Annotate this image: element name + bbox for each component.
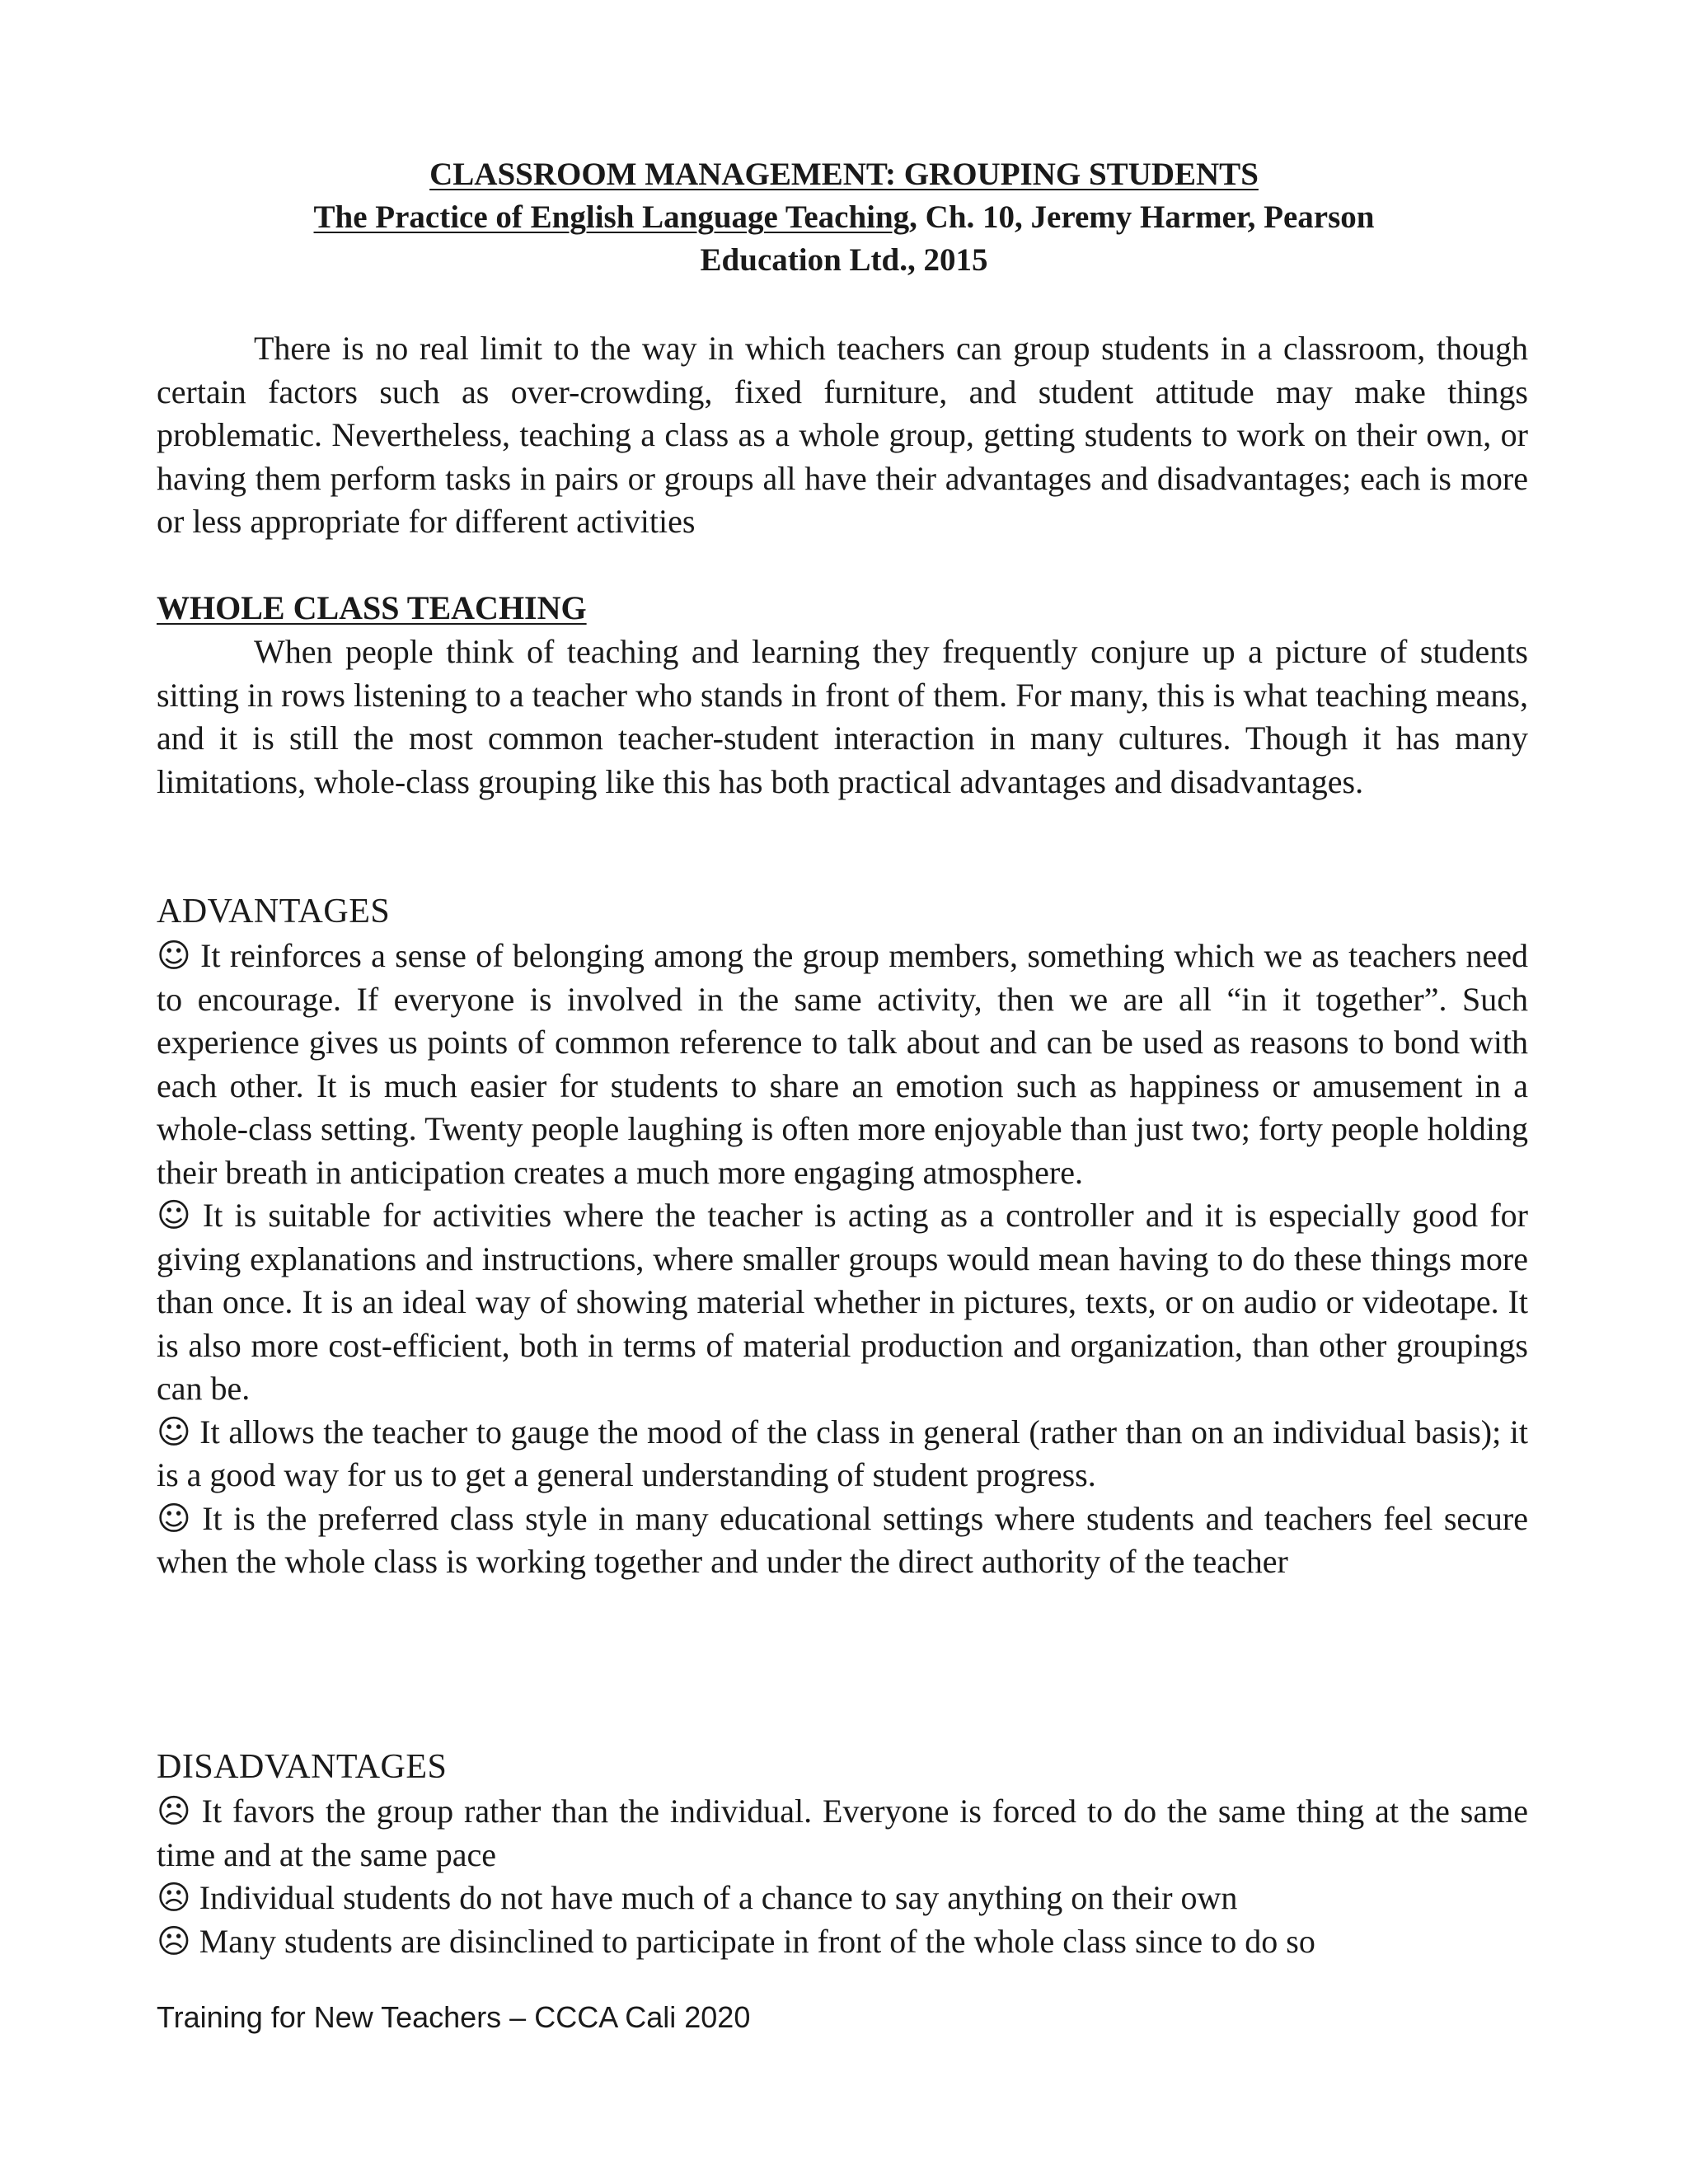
list-item [157,1194,1528,1411]
smiley-icon: ☺ [157,1413,191,1451]
list-item [157,935,1528,1194]
advantages-heading: ADVANTAGES [157,893,391,930]
list-item [157,1877,1528,1920]
page-footer: Training for New Teachers – CCCA Cali 2020 [157,2000,751,2034]
intro-paragraph: There is no real limit to the way in which teachers can group students in a classroom, though certain factors such as over-crowding, fixed furniture, and student attitude may make things problematic. Nevertheless, teaching a class as a whole group, getting students to work on their own, or having them perform tasks in pairs or groups all have their advantages and disadvantages; each is more or less appropriate for different activities [157,330,1528,540]
disadvantages-heading: DISADVANTAGES [157,1748,448,1786]
title-block [157,153,1531,282]
document-title: CLASSROOM MANAGEMENT: GROUPING STUDENTS [429,157,1259,192]
smiley-icon: ☺ [157,1197,191,1235]
advantage-text: It reinforces a sense of belonging among the group members, something which we as teachers need to encourage. If everyone is involved in the same activity, then we are all “in it together”. Such experience gives us points of common reference to talk about and can be used as reasons to bond with each other. It is much easier for students to share an emotion such as happiness or amusement in a whole-class setting. Twenty people laughing is often more enjoyable than just two; forty people holding their breath in anticipation creates a much more engaging atmosphere. [157,937,1528,1191]
advantage-text: It allows the teacher to gauge the mood of the class in general (rather than on an individual basis); it is a good way for us to get a general understanding of student progress. [157,1413,1529,1493]
source-citation-rest: , Ch. 10, Jeremy Harmer, Pearson [909,199,1375,235]
disadvantage-text: Individual students do not have much of a chance to say anything on their own [199,1879,1238,1916]
disadvantages-list [157,1790,1528,1963]
whole-class-section [157,630,1528,804]
advantages-list [157,935,1528,1584]
intro-section [157,327,1528,544]
list-item [157,1790,1528,1877]
source-book-title: The Practice of English Language Teaching [313,199,910,235]
frown-icon: ☹ [157,1793,191,1830]
frown-icon: ☹ [157,1879,191,1917]
source-citation-line1 [157,196,1531,239]
whole-class-heading: WHOLE CLASS TEACHING [157,589,587,626]
source-citation-line2: Education Ltd., 2015 [700,242,988,278]
smiley-icon: ☺ [157,1499,191,1538]
disadvantage-text: Many students are disinclined to participate in front of the whole class since to do so [199,1922,1315,1960]
list-item [157,1411,1528,1497]
smiley-icon: ☺ [157,937,191,975]
list-item [157,1497,1528,1584]
list-item [157,1920,1528,1964]
advantage-text: It is suitable for activities where the teacher is acting as a controller and it is especially good for giving explanations and instructions, where smaller groups would mean having to do these things more than once. It is an ideal way of showing material whether in pictures, texts, or on audio or videotape. It is also more cost-efficient, both in terms of material production and organization, than other groupings can be. [157,1197,1528,1407]
advantage-text: It is the preferred class style in many educational settings where students and teachers feel secure when the whole class is working together and under the direct authority of the teacher [157,1499,1528,1580]
disadvantage-text: It favors the group rather than the individual. Everyone is forced to do the same thing at the same time and at the same pace [157,1793,1528,1873]
whole-class-paragraph: When people think of teaching and learning they frequently conjure up a picture of students sitting in rows listening to a teacher who stands in front of them. For many, this is what teaching means, and it is still the most common teacher-student interaction in many cultures. Though it has many limitations, whole-class grouping like this has both practical advantages and disadvantages. [157,633,1528,800]
frown-icon: ☹ [157,1922,191,1961]
